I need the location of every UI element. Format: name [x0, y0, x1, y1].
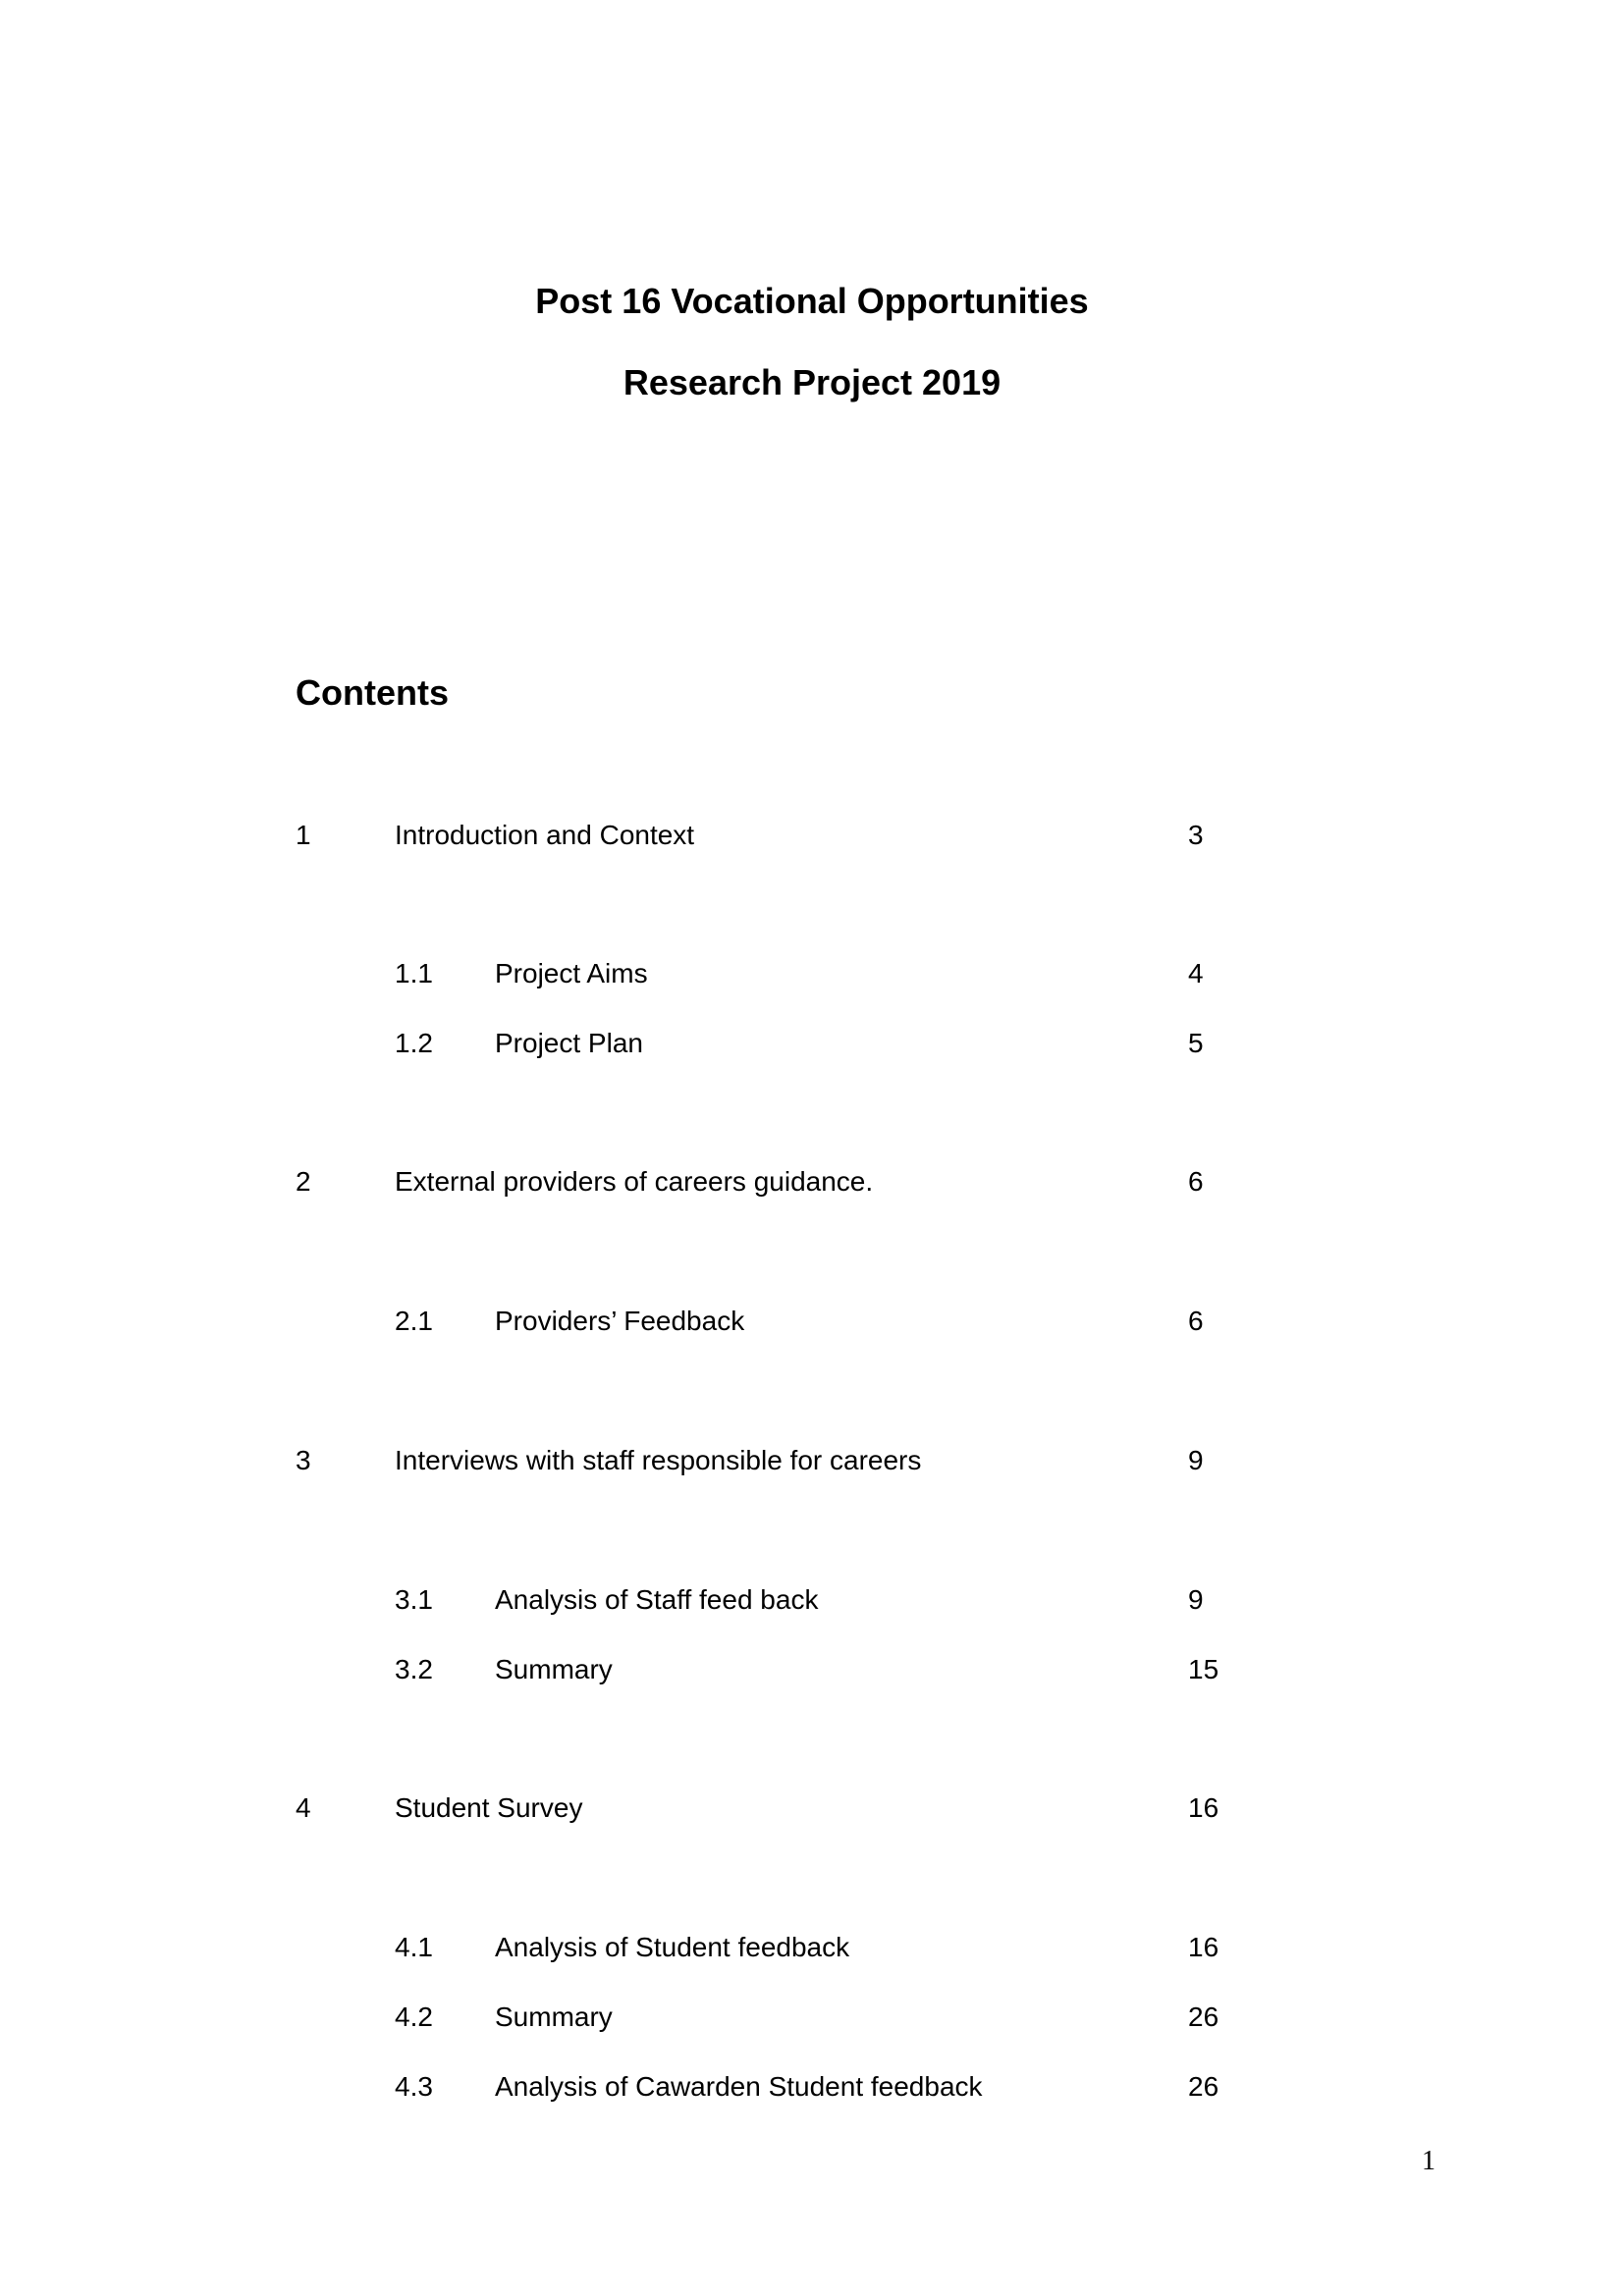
- toc-entry-number: 3.2: [395, 1654, 433, 1684]
- toc-entry-page: 5: [1188, 1028, 1204, 1058]
- toc-entry-1-2[interactable]: [0, 1024, 1624, 1063]
- toc-entry-page: 16: [1188, 1792, 1219, 1823]
- toc-entry-label: Analysis of Student feedback: [495, 1932, 850, 1962]
- toc-entry-page: 26: [1188, 2071, 1219, 2102]
- toc-entry-number: 4: [296, 1792, 311, 1823]
- toc-entry-number: 1.2: [395, 1028, 433, 1058]
- toc-entry-page: 6: [1188, 1166, 1204, 1197]
- page-number: 1: [1422, 2146, 1435, 2176]
- toc-entry-label: Analysis of Staff feed back: [495, 1584, 819, 1615]
- document-subtitle: Research Project 2019: [623, 362, 1001, 402]
- toc-entry-4[interactable]: [0, 1789, 1624, 1828]
- toc-entry-number: 4.2: [395, 2002, 433, 2032]
- toc-entry-4-1[interactable]: [0, 1928, 1624, 1967]
- toc-entry-label: Analysis of Cawarden Student feedback: [495, 2071, 983, 2102]
- toc-entry-page: 4: [1188, 958, 1204, 988]
- toc-entry-page: 9: [1188, 1584, 1204, 1615]
- toc-entry-label: Providers’ Feedback: [495, 1306, 745, 1336]
- toc-entry-3-1[interactable]: [0, 1580, 1624, 1620]
- toc-entry-number: 3.1: [395, 1584, 433, 1615]
- toc-entry-label: Interviews with staff responsible for careers: [395, 1445, 922, 1475]
- toc-entry-page: 26: [1188, 2002, 1219, 2032]
- toc-entry-page: 6: [1188, 1306, 1204, 1336]
- toc-entry-number: 4.1: [395, 1932, 433, 1962]
- toc-entry-2-1[interactable]: [0, 1302, 1624, 1341]
- toc-entry-label: Project Plan: [495, 1028, 643, 1058]
- toc-entry-number: 1: [296, 820, 311, 850]
- toc-entry-label: External providers of careers guidance.: [395, 1166, 874, 1197]
- toc-entry-label: Summary: [495, 2002, 613, 2032]
- toc-entry-4-3[interactable]: [0, 2067, 1624, 2107]
- toc-entry-number: 3: [296, 1445, 311, 1475]
- toc-entry-1-1[interactable]: [0, 954, 1624, 993]
- toc-entry-label: Introduction and Context: [395, 820, 695, 850]
- toc-entry-number: 4.3: [395, 2071, 433, 2102]
- toc-entry-label: Student Survey: [395, 1792, 583, 1823]
- toc-entry-3-2[interactable]: [0, 1650, 1624, 1689]
- toc-entry-page: 15: [1188, 1654, 1219, 1684]
- toc-entry-label: Project Aims: [495, 958, 648, 988]
- toc-entry-3[interactable]: [0, 1441, 1624, 1480]
- toc-entry-page: 9: [1188, 1445, 1204, 1475]
- toc-entry-1[interactable]: [0, 816, 1624, 855]
- document-title: Post 16 Vocational Opportunities: [535, 281, 1089, 321]
- toc-entry-number: 2.1: [395, 1306, 433, 1336]
- toc-entry-2[interactable]: [0, 1162, 1624, 1201]
- toc-entry-4-2[interactable]: [0, 1998, 1624, 2037]
- toc-entry-number: 1.1: [395, 958, 433, 988]
- contents-heading: Contents: [296, 672, 449, 713]
- toc-entry-page: 3: [1188, 820, 1204, 850]
- toc-entry-page: 16: [1188, 1932, 1219, 1962]
- toc-entry-number: 2: [296, 1166, 311, 1197]
- toc-entry-label: Summary: [495, 1654, 613, 1684]
